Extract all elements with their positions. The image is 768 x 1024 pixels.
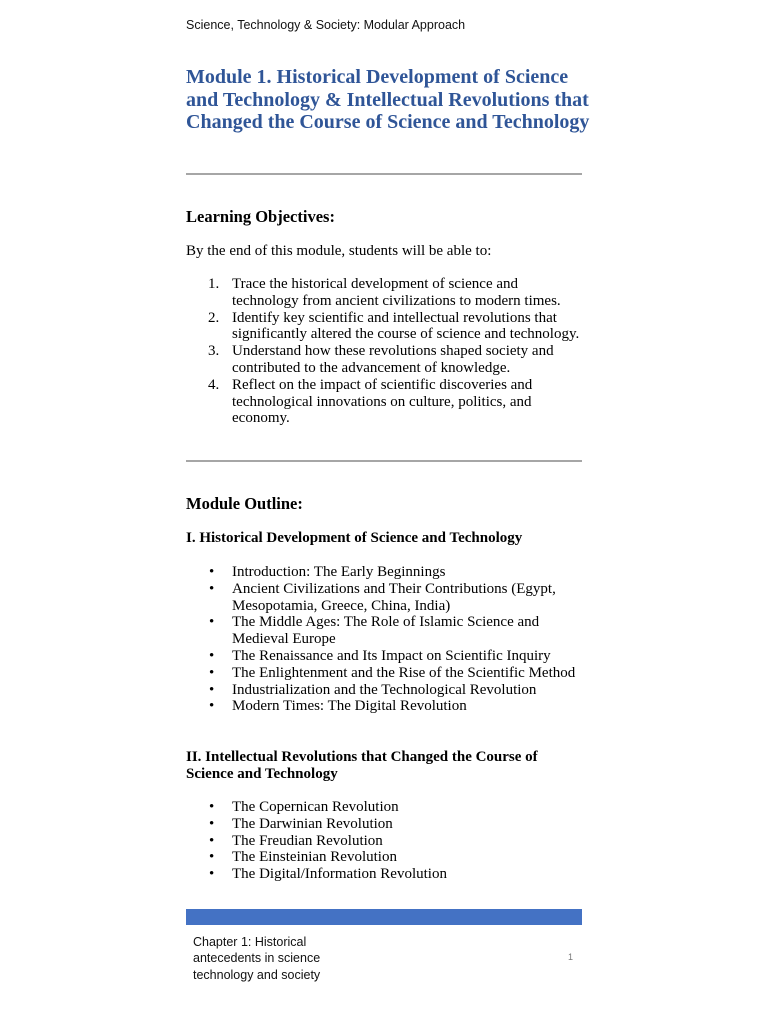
list-item: • The Enlightenment and the Rise of the Scientific Method [209,664,576,681]
bullet-icon: • [209,815,215,832]
list-item: • The Digital/Information Revolution [209,866,447,883]
outline-section-1-list [186,564,586,715]
list-item: • The Middle Ages: The Role of Islamic Science and Medieval Europe [209,614,540,648]
outline-section-2-list [186,799,586,883]
bullet-icon: • [209,866,215,883]
bullet-icon: • [209,647,215,664]
objectives-list [186,276,586,427]
objective-item: 4. Reflect on the impact of scientific discoveries and technological innovations on culture, politics, and economy. [208,376,533,427]
bullet-icon: • [209,681,215,698]
list-item: • Introduction: The Early Beginnings [209,564,446,580]
objectives-intro: By the end of this module, students will be able to: [186,243,492,259]
objective-item: 2. Identify key scientific and intellectual revolutions that significantly altered the course of science and technology. [208,309,580,343]
list-item: • Modern Times: The Digital Revolution [209,698,467,715]
list-item: • The Freudian Revolution [209,832,383,849]
objectives-heading: Learning Objectives: [186,207,335,226]
list-item: • The Copernican Revolution [209,799,399,815]
divider [186,173,582,175]
bullet-icon: • [209,849,215,866]
list-item: • Ancient Civilizations and Their Contributions (Egypt, Mesopotamia, Greece, China, India) [209,580,556,614]
list-item: • The Renaissance and Its Impact on Scientific Inquiry [209,647,551,664]
bullet-icon: • [209,799,215,815]
bullet-icon: • [209,832,215,849]
outline-section-1-title: I. Historical Development of Science and Technology [186,530,523,546]
list-item: • The Darwinian Revolution [209,815,393,832]
footer-chapter: Chapter 1: Historical antecedents in science technology and society [193,935,321,982]
footer-bar [186,909,582,925]
objective-item: 3. Understand how these revolutions shaped society and contributed to the advancement of knowledge. [208,343,554,376]
divider [186,460,582,462]
objective-item: 1. Trace the historical development of science and technology from ancient civilizations to modern times. [208,276,561,309]
outline-section-2-title: II. Intellectual Revolutions that Changed the Course of Science and Technology [186,749,538,782]
bullet-icon: • [209,614,215,631]
outline-heading: Module Outline: [186,494,303,513]
page-number: 1 [568,952,574,962]
bullet-icon: • [209,580,215,597]
page-header: Science, Technology & Society: Modular Approach [186,18,466,32]
bullet-icon: • [209,698,215,715]
list-item: • Industrialization and the Technological Revolution [209,681,537,698]
list-item: • The Einsteinian Revolution [209,849,397,866]
bullet-icon: • [209,664,215,681]
bullet-icon: • [209,564,215,580]
module-title: Module 1. Historical Development of Science and Technology & Intellectual Revolutions that Changed the Course of Science and Technology [186,66,590,133]
